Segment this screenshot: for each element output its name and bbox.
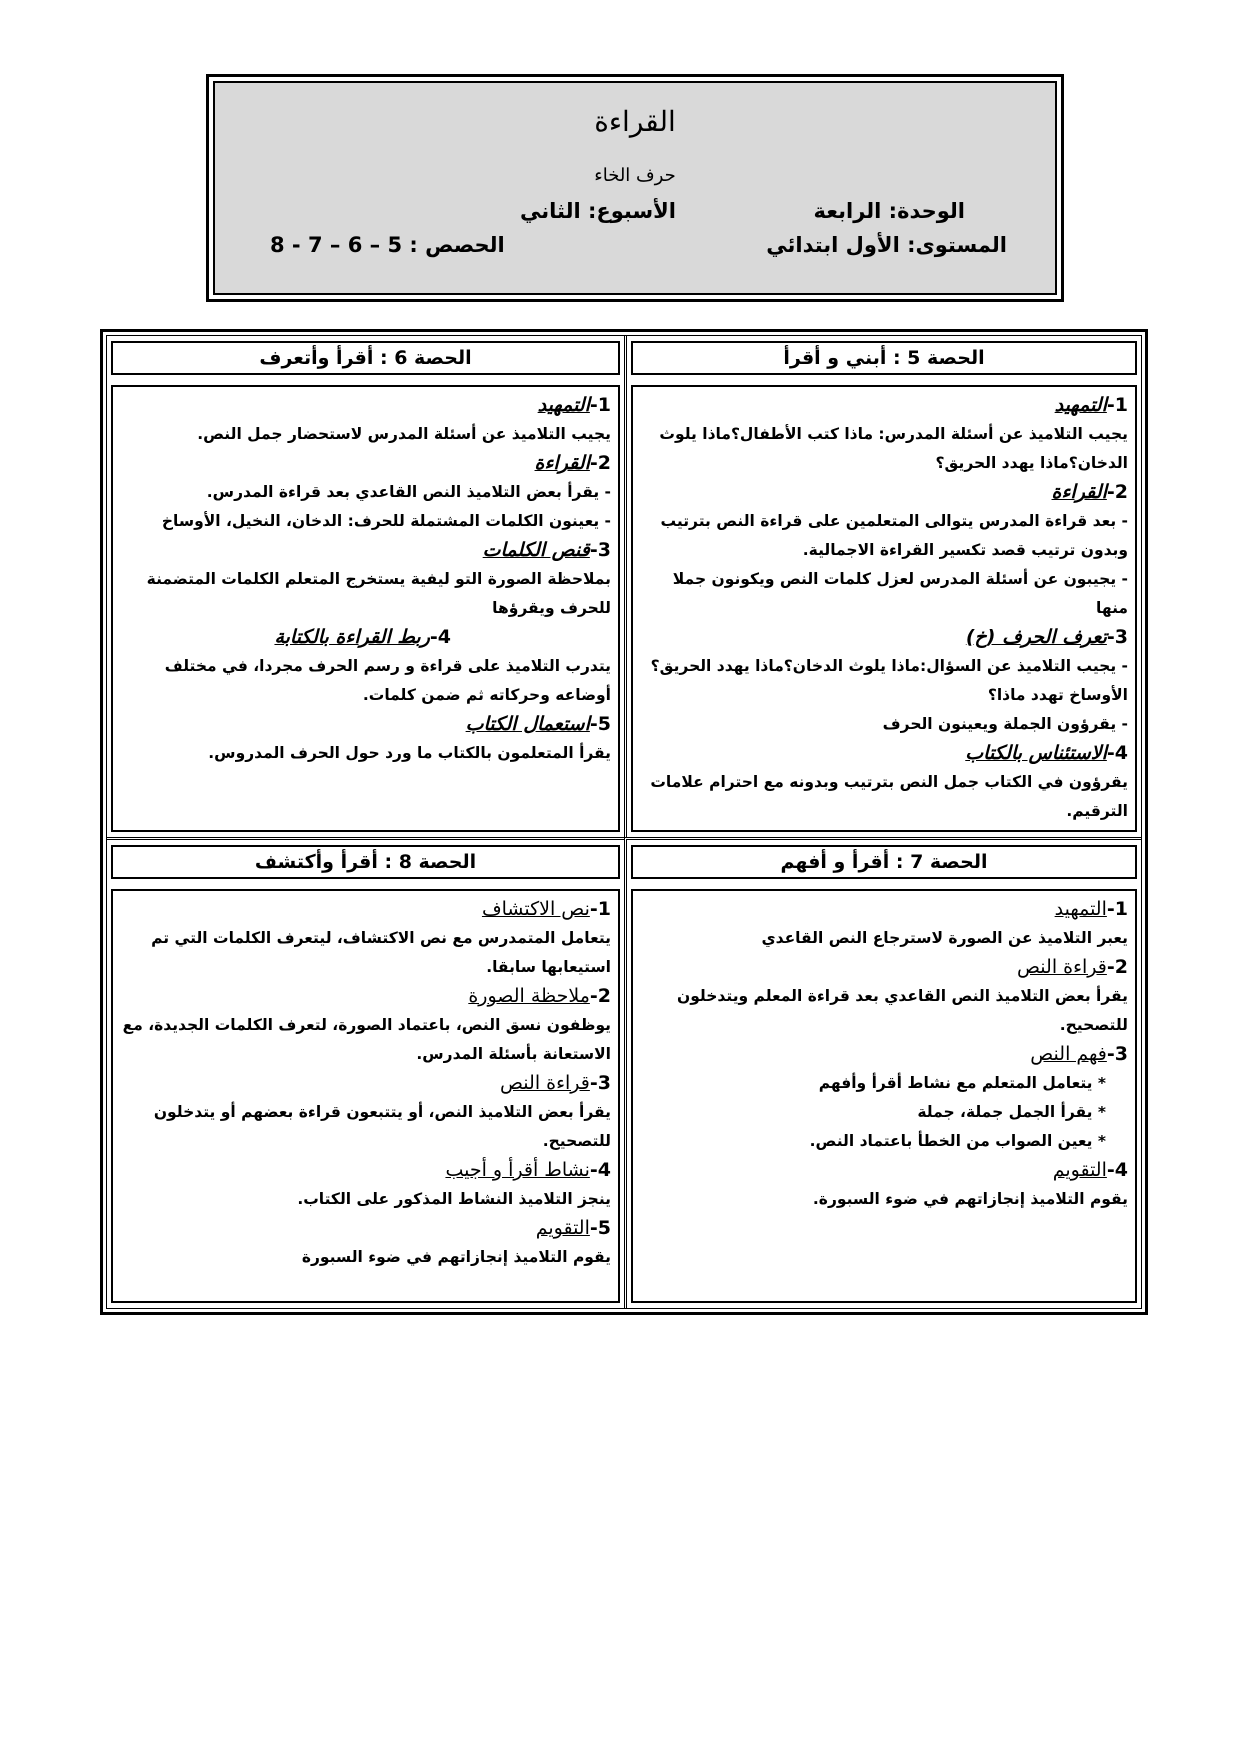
step-heading [640,739,1128,768]
lesson-7-title: الحصة 7 : أقرأ و أفهم [631,845,1137,879]
step-heading [640,391,1128,420]
page-title: القراءة [594,105,676,138]
step-title: قراءة النص [1017,956,1107,978]
step-heading [120,1156,611,1185]
step-title: ربط القراءة بالكتابة [274,626,430,648]
step-text: يقوم التلاميذ إنجازاتهم في ضوء السبورة. [812,1190,1128,1208]
step-number: 4- [589,1159,611,1181]
step-text: بملاحظة الصورة التو ليفية يستخرج المتعلم الكلمات المتضمنة للحرف ويقرؤها [146,570,611,617]
lesson-6-body [111,385,620,832]
step-title: فهم النص [1030,1043,1107,1065]
step-heading [120,895,611,924]
lesson-8-cell [107,837,624,1308]
step-number: 1- [589,898,611,920]
step-heading [120,623,611,652]
step-number: 5- [589,1217,611,1239]
step-title: التمهيد [1054,394,1107,416]
step-text: - يقرؤون الجملة ويعينون الحرف [882,715,1128,733]
step-number: 4- [1106,1159,1128,1181]
step-number: 3- [589,539,611,561]
step-title: التمهيد [537,394,590,416]
step-number: 2- [589,452,611,474]
step-heading [120,1214,611,1243]
bullet-item: * يقرأ الجمل جملة، جملة [917,1103,1106,1121]
step-title: التمهيد [1054,898,1107,920]
step-title: التقويم [1052,1159,1107,1181]
step-text: - يقرأ بعض التلاميذ النص القاعدي بعد قراءة المدرس. [206,483,611,501]
step-number: 2- [589,985,611,1007]
step-title: ملاحظة الصورة [468,985,590,1007]
step-number: 1- [1106,898,1128,920]
step-text: يجيب التلاميذ عن أسئلة المدرس: ماذا كتب الأطفال؟ماذا يلوث الدخان؟ماذا يهدد الحريق؟ [659,425,1128,472]
lesson-5-cell [624,336,1141,837]
step-title: التقويم [535,1217,590,1239]
step-heading [640,953,1128,982]
step-number: 4- [1106,742,1128,764]
step-heading [640,895,1128,924]
week-label: الأسبوع: الثاني [520,199,676,223]
header-panel [213,81,1057,295]
lesson-8-title: الحصة 8 : أقرأ وأكتشف [111,845,620,879]
step-text: يقرؤون في الكتاب جمل النص بترتيب وبدونه مع احترام علامات الترقيم. [650,773,1128,820]
step-number: 3- [1106,626,1128,648]
header-box [206,74,1064,302]
step-title: قراءة النص [500,1072,590,1094]
step-number: 4- [429,626,451,648]
step-text: ينجز التلاميذ النشاط المذكور على الكتاب. [297,1190,611,1208]
step-title: القراءة [534,452,590,474]
step-heading [120,1069,611,1098]
step-text: - يجيبون عن أسئلة المدرس لعزل كلمات النص ويكونون جملا منها [672,570,1128,617]
bullet-item: * يعين الصواب من الخطأ باعتماد النص. [809,1132,1106,1150]
step-heading [120,391,611,420]
lessons-grid [106,335,1142,1309]
step-text: يوظفون نسق النص، باعتماد الصورة، لتعرف الكلمات الجديدة، مع الاستعانة بأسئلة المدرس. [122,1016,611,1063]
step-text: يعبر التلاميذ عن الصورة لاسترجاع النص القاعدي [761,929,1128,947]
step-heading [120,710,611,739]
step-title: تعرف الحرف (خ) [965,626,1107,648]
lesson-6-title: الحصة 6 : أقرأ وأتعرف [111,341,620,375]
step-number: 5- [589,713,611,735]
step-text: - بعد قراءة المدرس يتوالى المتعلمين على قراءة النص بترتيب وبدون ترتيب قصد تكسير القراءة الاجمالية. [660,512,1128,559]
step-heading [640,478,1128,507]
step-text: - يعينون الكلمات المشتملة للحرف: الدخان، النخيل، الأوساخ [161,512,611,530]
step-heading [640,623,1128,652]
step-number: 1- [589,394,611,416]
step-title: نشاط أقرأ و أجيب [445,1159,590,1181]
lesson-7-body [631,889,1137,1303]
sessions-label: الحصص : 5 – 6 – 7 - 8 [270,233,505,257]
step-text: يتدرب التلاميذ على قراءة و رسم الحرف مجردا، في مختلف أوضاعه وحركاته ثم ضمن كلمات. [164,657,611,704]
step-heading [640,1156,1128,1185]
step-title: القراءة [1051,481,1107,503]
step-number: 1- [1106,394,1128,416]
step-title: استعمال الكتاب [465,713,590,735]
bullet-item: * يتعامل المتعلم مع نشاط أقرأ وأفهم [818,1074,1106,1092]
unit-label: الوحدة: الرابعة [813,199,965,223]
step-heading [120,982,611,1011]
step-text: يقرأ بعض التلاميذ النص القاعدي بعد قراءة المعلم ويتدخلون للتصحيح. [676,987,1128,1034]
step-number: 2- [1106,956,1128,978]
step-text: يجيب التلاميذ عن أسئلة المدرس لاستحضار جمل النص. [197,425,611,443]
step-number: 3- [1106,1043,1128,1065]
step-text: يتعامل المتمدرس مع نص الاكتشاف، ليتعرف الكلمات التي تم استيعابها سابقا. [151,929,611,976]
step-heading [640,1040,1128,1069]
step-heading [120,536,611,565]
step-number: 3- [589,1072,611,1094]
step-heading [120,449,611,478]
step-text: يقوم التلاميذ إنجازاتهم في ضوء السبورة [301,1248,611,1266]
lesson-8-body [111,889,620,1303]
lessons-table [100,329,1148,1315]
step-text: يقرأ المتعلمون بالكتاب ما ورد حول الحرف المدروس. [208,744,611,762]
step-title: قنص الكلمات [482,539,590,561]
lesson-6-cell [107,336,624,837]
page-subtitle: حرف الخاء [594,165,676,186]
step-number: 2- [1106,481,1128,503]
step-text: - يجيب التلاميذ عن السؤال:ماذا يلوث الدخان؟ماذا يهدد الحريق؟الأوساخ تهدد ماذا؟ [650,657,1128,704]
lesson-5-title: الحصة 5 : أبني و أقرأ [631,341,1137,375]
lesson-7-cell [624,837,1141,1308]
step-text: يقرأ بعض التلاميذ النص، أو يتتبعون قراءة بعضهم أو يتدخلون للتصحيح. [153,1103,611,1150]
lesson-5-body [631,385,1137,832]
step-title: الاستئناس بالكتاب [965,742,1107,764]
level-label: المستوى: الأول ابتدائي [766,233,1007,257]
step-title: نص الاكتشاف [481,898,590,920]
